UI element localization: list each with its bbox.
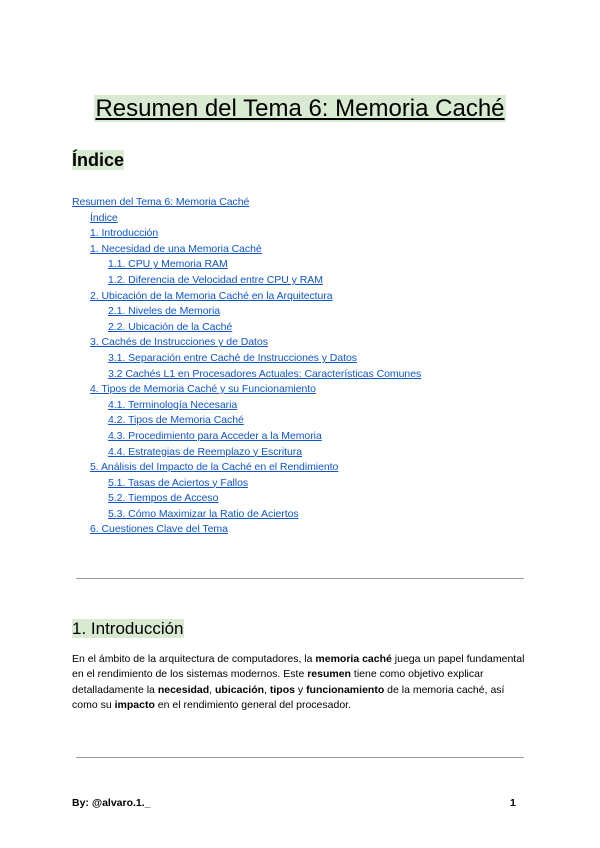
bold-term: tipos: [269, 683, 295, 696]
horizontal-divider: [76, 757, 524, 758]
toc-link[interactable]: 1.1. CPU y Memoria RAM: [108, 258, 228, 271]
text-run: en el rendimiento general del procesador.: [154, 699, 352, 712]
toc-entry: [72, 491, 532, 507]
toc-link[interactable]: 5.1. Tasas de Aciertos y Fallos: [108, 476, 249, 489]
section-heading-introduccion: [72, 618, 184, 640]
bold-term: necesidad: [157, 683, 210, 696]
toc-link[interactable]: 5.3. Cómo Maximizar la Ratio de Aciertos: [108, 507, 299, 520]
toc-entry: [72, 195, 532, 211]
text-run: En el ámbito de la arquitectura de computadores, la: [72, 653, 316, 665]
toc-entry: [72, 320, 532, 336]
toc-link[interactable]: 4.3. Procedimiento para Acceder a la Memoria: [108, 429, 322, 442]
toc-link[interactable]: 2.1. Niveles de Memoria: [108, 305, 221, 318]
toc-link[interactable]: Índice: [90, 211, 118, 224]
text-run: ,: [264, 683, 270, 696]
toc-link[interactable]: 4. Tipos de Memoria Caché y su Funcionamiento: [90, 383, 316, 396]
toc-link[interactable]: 4.1. Terminología Necesaria: [108, 398, 238, 411]
text-run: tiene como objetivo explicar detalladamente la: [72, 668, 484, 696]
toc-entry: [72, 398, 532, 414]
index-heading: [72, 149, 124, 171]
toc-entry: [72, 335, 532, 351]
toc-entry: [72, 507, 532, 523]
toc-entry: [72, 445, 532, 461]
toc-entry: [72, 226, 532, 242]
toc-entry: [72, 257, 532, 273]
bold-term: funcionamiento: [306, 683, 385, 696]
toc-link[interactable]: 1. Necesidad de una Memoria Caché: [90, 242, 262, 255]
index-heading-text: Índice: [72, 150, 125, 170]
toc-entry: [72, 476, 532, 492]
toc-link[interactable]: 4.4. Estrategias de Reemplazo y Escritura: [108, 445, 303, 458]
horizontal-divider: [76, 578, 524, 579]
toc-entry: [72, 522, 532, 538]
bold-term: ubicación: [215, 683, 265, 696]
toc-link[interactable]: 3.1. Separación entre Caché de Instrucciones y Datos: [108, 351, 357, 364]
bold-term: resumen: [307, 668, 351, 681]
toc-link[interactable]: 6. Cuestiones Clave del Tema: [90, 523, 228, 536]
toc-entry: [72, 382, 532, 398]
footer-page-number: 1: [510, 797, 516, 809]
toc-link[interactable]: 2.2. Ubicación de la Caché: [108, 320, 233, 333]
introduction-paragraph: [72, 652, 532, 714]
toc-link[interactable]: 4.2. Tipos de Memoria Caché: [108, 414, 244, 427]
toc-link[interactable]: 3.2 Cachés L1 en Procesadores Actuales: Características Comunes: [108, 367, 422, 380]
toc-entry: [72, 273, 532, 289]
toc-link[interactable]: 5.2. Tiempos de Acceso: [108, 492, 219, 505]
toc-entry: [72, 242, 532, 258]
toc-entry: [72, 429, 532, 445]
text-run: juega un papel fundamental en el rendimiento de los sistemas modernos. Este: [72, 653, 525, 681]
text-run: y: [294, 683, 307, 696]
footer-author: By: @alvaro.1._: [72, 797, 151, 809]
text-run: de la memoria caché, así como su: [72, 683, 505, 712]
toc-entry: [72, 460, 532, 476]
toc-entry: [72, 413, 532, 429]
document-title: [0, 94, 600, 124]
text-run: ,: [209, 683, 216, 696]
toc-link[interactable]: 2. Ubicación de la Memoria Caché en la Arquitectura: [90, 289, 333, 302]
toc-link[interactable]: 5. Análisis del Impacto de la Caché en el Rendimiento: [90, 461, 339, 474]
toc-link[interactable]: Resumen del Tema 6: Memoria Caché: [72, 196, 250, 208]
toc-link[interactable]: 1.2. Diferencia de Velocidad entre CPU y RAM: [108, 273, 323, 286]
document-title-text: Resumen del Tema 6: Memoria Caché: [95, 95, 505, 122]
toc-entry: [72, 351, 532, 367]
section-heading-text: 1. Introducción: [72, 619, 184, 638]
bold-term: memoria caché: [315, 653, 392, 665]
bold-term: impacto: [114, 699, 155, 712]
toc-entry: [72, 304, 532, 320]
toc-entry: [72, 289, 532, 305]
toc-link[interactable]: 3. Cachés de Instrucciones y de Datos: [90, 336, 268, 349]
toc-link[interactable]: 1. Introducción: [90, 227, 159, 240]
table-of-contents: [72, 195, 532, 538]
toc-entry: [72, 367, 532, 383]
toc-entry: [72, 211, 532, 227]
